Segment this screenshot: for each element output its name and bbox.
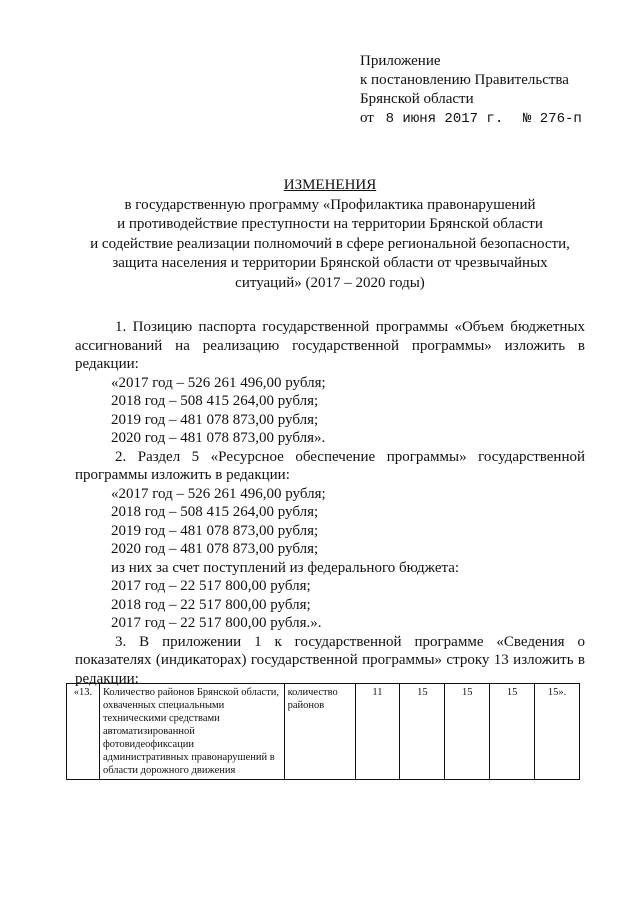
appendix-block: [360, 52, 582, 129]
budget-line: 2017 год – 22 517 800,00 рубля.».: [111, 615, 322, 631]
document-body: [75, 318, 585, 688]
document-title: [70, 176, 590, 293]
budget-line: 2018 год – 508 415 264,00 рубля;: [111, 504, 319, 520]
value-cell: 11: [355, 684, 400, 780]
budget-line: 2019 год – 481 078 873,00 рубля;: [111, 522, 319, 539]
decree-number: № 276-п: [522, 111, 582, 127]
budget-line: 2018 год – 22 517 800,00 рубля;: [111, 596, 311, 613]
title-line: в государственную программу «Профилактика правонарушений: [124, 196, 536, 213]
title-heading: ИЗМЕНЕНИЯ: [283, 177, 377, 193]
row-number-cell: «13.: [67, 684, 100, 780]
appendix-title: Приложение: [360, 53, 441, 69]
paragraph-1: 1. Позицию паспорта государственной программы «Объем бюджетных ассигнований на реализацию государственной программы» изложить в редакции:: [75, 319, 585, 372]
title-line: и противодействие преступности на территории Брянской области: [117, 216, 543, 232]
budget-line: 2020 год – 481 078 873,00 рубля».: [111, 430, 326, 446]
budget-line: «2017 год – 526 261 496,00 рубля;: [111, 485, 326, 502]
appendix-date-line: [360, 109, 582, 129]
table-row: [67, 684, 580, 780]
budget-line: 2020 год – 481 078 873,00 рубля;: [111, 541, 319, 557]
indicator-table: [66, 683, 580, 780]
unit-cell: количество районов: [284, 684, 355, 780]
title-line: и содействие реализации полномочий в сфере региональной безопасности,: [90, 235, 570, 252]
paragraph-3: 3. В приложении 1 к государственной программе «Сведения о показателях (индикаторах) государственной программы» строку 13 изложить в редакции:: [75, 633, 585, 687]
value-cell: 15: [445, 684, 490, 780]
value-cell: 15: [400, 684, 445, 780]
value-cell: 15».: [535, 684, 580, 780]
appendix-region: Брянской области: [360, 91, 474, 107]
budget-line: из них за счет поступлений из федерального бюджета:: [111, 559, 460, 576]
budget-line: «2017 год – 526 261 496,00 рубля;: [111, 374, 326, 391]
title-line: защита населения и территории Брянской области от чрезвычайных: [112, 255, 548, 271]
decree-date: 8 июня 2017 г.: [385, 111, 504, 127]
value-cell: 15: [490, 684, 535, 780]
paragraph-2: 2. Раздел 5 «Ресурсное обеспечение программы» государственной программы изложить в редакции:: [75, 448, 585, 483]
budget-line: 2019 год – 481 078 873,00 рубля;: [111, 411, 319, 428]
title-line: ситуаций» (2017 – 2020 годы): [235, 274, 425, 291]
budget-line: 2017 год – 22 517 800,00 рубля;: [111, 578, 311, 594]
budget-line: 2018 год – 508 415 264,00 рубля;: [111, 393, 319, 409]
appendix-decree: к постановлению Правительства: [360, 72, 569, 88]
date-prefix: от: [360, 110, 374, 126]
indicator-name-cell: Количество районов Брянской области, охваченных специальными техническими средствами автоматизированной фотовидеофиксации административных правонарушений в области дорожного движения: [99, 684, 284, 780]
